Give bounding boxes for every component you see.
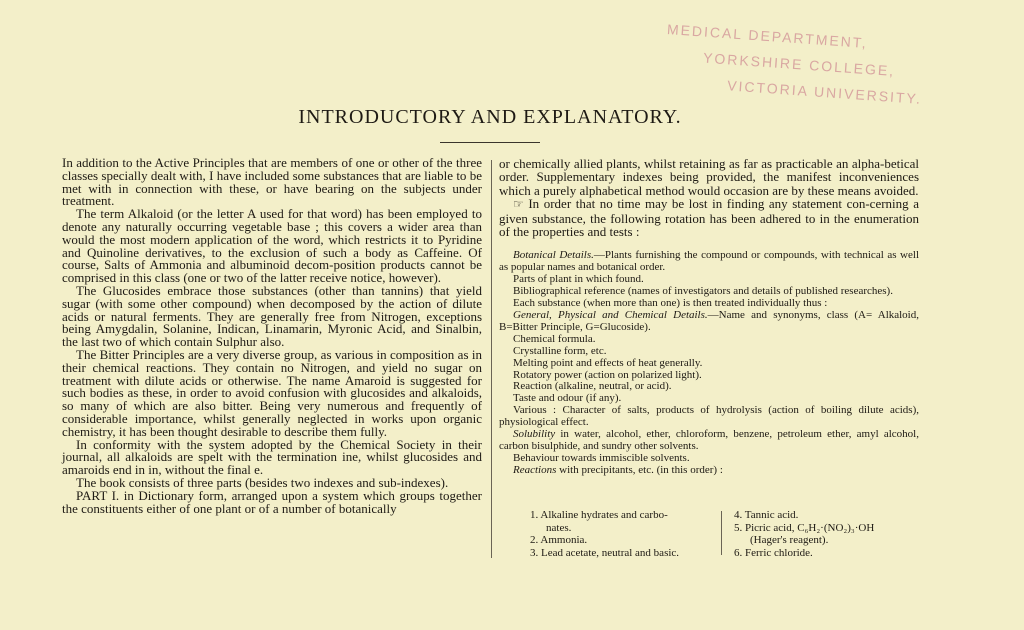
chemical-formula: Chemical formula. [513, 332, 596, 345]
paragraph-bitter-principles: The Bitter Principles are a very diverse group, as various in composition as in their chemical reactions. They contain no Nitrogen, and yield no sugar on treatment with dilute acids or otherwise. The name Amaroid is suggested for such bodies as these, in order to avoid confusion with glucosides and alkaloids, so many of which are also bitter. Being very numerous and frequently of considerable importance, whilst generally neglected in works upon organic chemistry, it has been thought desirable to describe them fully. [62, 346, 482, 439]
pointing-hand-icon: ☞ [513, 197, 524, 212]
list-item: 2. Ammonia. [530, 534, 588, 546]
list-item: 6. Ferric chloride. [734, 546, 813, 559]
reactions-divider [721, 511, 722, 555]
stamp-line-3: VICTORIA UNIVERSITY. [726, 77, 923, 107]
paragraph-alkaloid: The term Alkaloid (or the letter A used for that word) has been employed to denote any naturally occurring vegetable base ; this covers a wider area than would the most modern application of the word, which restricts it to Pyridine and Quinoline derivatives, to the exclusion of such a body as Caffeine. Of course, Salts of Ammonia and albuminoid decom-position products cannot be comprised in this class (one or two of the latter receive notice, however). [62, 206, 482, 286]
page-title: INTRODUCTORY AND EXPLANATORY. [298, 106, 682, 128]
paragraph-continuation: or chemically allied plants, whilst retaining as far as practicable an alpha-betical order. Supplementary indexes being provided, the manifest inconveniences which a purely alphabetical method would occasion are by these means avoided. [499, 156, 919, 198]
botanical-details [499, 250, 919, 274]
various: Various : Character of salts, products of hydrolysis (action of boiling dilute acids), physiological effect. [499, 404, 919, 429]
paragraph-part-one: PART I. in Dictionary form, arranged upon a system which groups together the constituents either of one plant or of a number of botanically [62, 487, 482, 516]
behaviour: Behaviour towards immiscible solvents. [513, 451, 690, 464]
reactions-text: with precipitants, etc. (in this order) : [556, 463, 723, 476]
general-label: General, Physical and Chemical Details. [513, 308, 708, 321]
each-substance: Each substance (when more than one) is then treated individually thus : [513, 297, 828, 310]
solubility-label: Solubility [513, 428, 556, 441]
stamp-line-1: MEDICAL DEPARTMENT, [666, 20, 869, 51]
reaction: Reaction (alkaline, neutral, or acid). [513, 380, 672, 393]
right-column [499, 157, 919, 477]
properties-list [499, 250, 919, 476]
solubility [499, 429, 919, 453]
stamp-line-2: YORKSHIRE COLLEGE, [702, 49, 896, 79]
reactions-label: Reactions [513, 463, 557, 476]
rotatory-power: Rotatory power (action on polarized light). [513, 368, 702, 381]
list-item: (Hager's reagent). [750, 534, 829, 546]
rotation-text: In order that no time may be lost in finding any statement con-cerning a given substance, the following rotation has been adhered to in the enumeration of the properties and tests : [499, 196, 919, 240]
left-column [62, 157, 482, 515]
library-stamp [663, 16, 923, 111]
general-details [499, 310, 919, 334]
column-divider [491, 160, 492, 558]
list-item: 1. Alkaline hydrates and carbo- [530, 509, 668, 521]
bibliographical-reference: Bibliographical reference (names of investigators and details of published researches). [513, 285, 893, 298]
list-item: 4. Tannic acid. [734, 509, 799, 521]
parts-of-plant: Parts of plant in which found. [513, 273, 644, 286]
taste-odour: Taste and odour (if any). [513, 392, 622, 405]
botanical-text: —Plants furnishing the compound or compounds, with technical as well as popular names and botanical order. [499, 249, 919, 274]
list-item: nates. [546, 521, 572, 534]
crystalline-form: Crystalline form, etc. [513, 344, 607, 357]
paragraph-glucosides: The Glucosides embrace those substances (other than tannins) that yield sugar (with some other compound) when decomposed by the action of dilute acids or natural ferments. They are generally free from Nitrogen, exceptions being Amygdalin, Solanine, Indican, Linamarin, Myronic Acid, and Sinalbin, the last two of which contain Sulphur also. [62, 282, 482, 350]
general-text: —Name and synonyms, class (A= Alkaloid, B=Bitter Principle, G=Glucoside). [499, 308, 919, 333]
reactions-list-right [734, 509, 934, 559]
melting-point: Melting point and effects of heat generally. [513, 356, 703, 369]
paragraph-intro: In addition to the Active Principles that are members of one or other of the three classes specially dealt with, I have included some substances that are liable to be met with in connection with these, or have bearing on the subjects under treatment. [62, 155, 482, 209]
list-item: 3. Lead acetate, neutral and basic. [530, 546, 680, 559]
title-rule [440, 142, 540, 143]
paragraph-rotation [499, 197, 919, 238]
reactions-list-left [530, 509, 710, 559]
botanical-label: Botanical Details. [513, 249, 594, 262]
reactions-heading [499, 465, 919, 477]
list-item: 5. Picric acid, C₆H₂·(NO₂)₃·OH [734, 521, 875, 534]
paragraph-book-parts: The book consists of three parts (besides two indexes and sub-indexes). [76, 474, 449, 490]
paragraph-conformity: In conformity with the system adopted by the Chemical Society in their journal, all alkaloids are spelt with the termination ine, whilst glucosides and amaroids end in in, without the final e. [62, 436, 482, 478]
solubility-text: in water, alcohol, ether, chloroform, benzene, petroleum ether, amyl alcohol, carbon bisulphide, and sundry other solvents. [499, 428, 919, 452]
